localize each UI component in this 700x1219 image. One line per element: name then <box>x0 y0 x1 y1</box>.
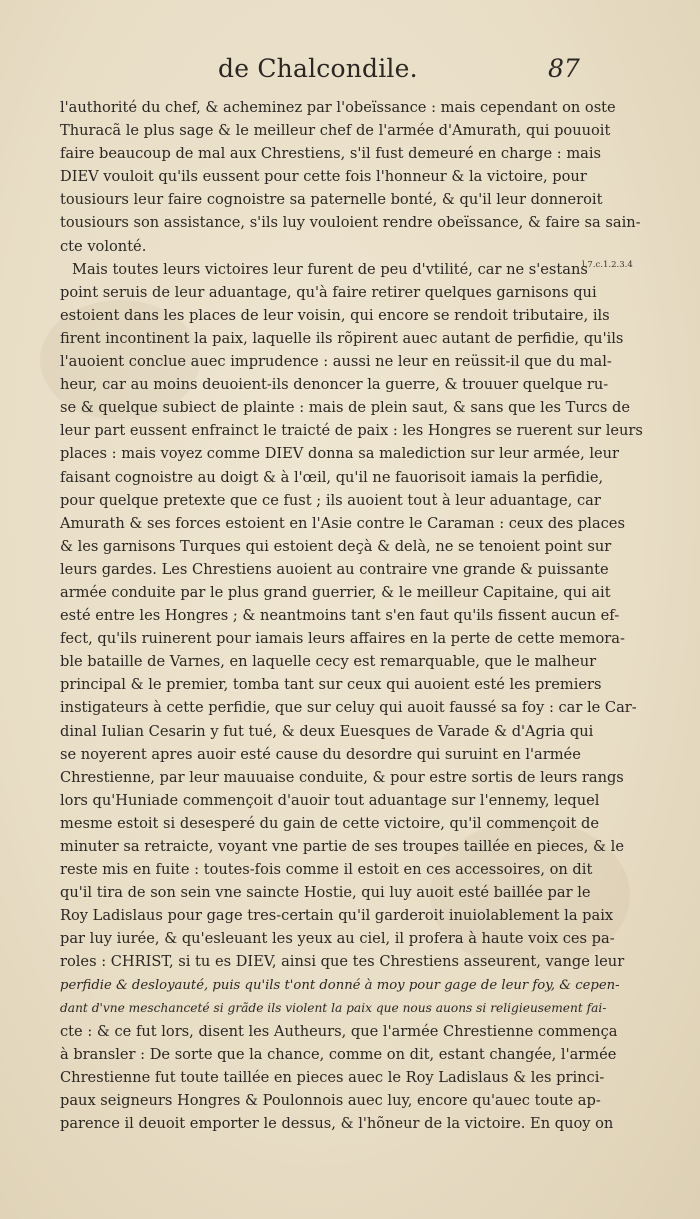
running-title: de Chalcondile. <box>218 54 418 83</box>
text-line: l'auoient conclue auec imprudence : aussi ne leur en reüssit-il que du mal- <box>60 353 612 371</box>
text-line: ble bataille de Varnes, en laquelle cecy est remarquable, que le malheur <box>60 653 597 671</box>
text-line: dinal Iulian Cesarin y fut tué, & deux Euesques de Varade & d'Agria qui <box>60 722 594 740</box>
text-line: leur part eussent enfrainct le traicté de paix : les Hongres se ruerent sur leurs <box>60 422 643 440</box>
text-line: se & quelque subiect de plainte : mais de plein saut, & sans que les Turcs de <box>60 399 630 417</box>
text-line: cte volonté. <box>60 237 147 255</box>
text-line: esté entre les Hongres ; & neantmoins tant s'en faut qu'ils fissent aucun ef- <box>60 607 620 625</box>
page-header <box>0 54 700 94</box>
page-number: 87 <box>548 54 580 83</box>
text-line: leurs gardes. Les Chrestiens auoient au contraire vne grande & puissante <box>60 560 609 578</box>
text-line: qu'il tira de son sein vne saincte Hostie, qui luy auoit esté baillée par le <box>60 884 591 902</box>
text-line: se noyerent apres auoir esté cause du desordre qui suruint en l'armée <box>60 745 581 763</box>
margin-note: l.7.c.1.2.3.4 <box>582 260 633 270</box>
text-line: point seruis de leur aduantage, qu'à faire retirer quelques garnisons qui <box>60 283 597 301</box>
text-line: roles : CHRIST, si tu es DIEV, ainsi que tes Chrestiens asseurent, vange leur <box>60 953 625 971</box>
text-line: l'authorité du chef, & acheminez par l'obeïssance : mais cependant on oste <box>60 99 616 116</box>
text-line: Roy Ladislaus pour gage tres-certain qu'il garderoit inuiolablement la paix <box>60 907 614 925</box>
italic-quote-line: dant d'vne meschanceté si grãde ils violent la paix que nous auons si religieusement fai- <box>60 1000 607 1015</box>
text-line: armée conduite par le plus grand guerrier, & le meilleur Capitaine, qui ait <box>60 583 611 601</box>
italic-quote-line: perfidie & desloyauté, puis qu'ils t'ont donné à moy pour gage de leur foy, & cepen- <box>60 977 620 993</box>
text-line: Amurath & ses forces estoient en l'Asie contre le Caraman : ceux des places <box>60 514 625 532</box>
text-line: reste mis en fuite : toutes-fois comme il estoit en ces accessoires, on dit <box>60 861 593 879</box>
text-line: mesme estoit si desesperé du gain de cette victoire, qu'il commençoit de <box>60 814 600 832</box>
text-line: lors qu'Huniade commençoit d'auoir tout aduantage sur l'ennemy, lequel <box>60 791 600 809</box>
text-line: minuter sa retraicte, voyant vne partie de ses troupes taillée en pieces, & le <box>60 838 624 855</box>
text-line: places : mais voyez comme DIEV donna sa malediction sur leur armée, leur <box>60 445 620 463</box>
text-line: principal & le premier, tomba tant sur ceux qui auoient esté les premiers <box>60 676 602 694</box>
text-line: faisant cognoistre au doigt & à l'œil, qu'il ne fauorisoit iamais la perfidie, <box>60 468 604 486</box>
text-line: heur, car au moins deuoient-ils denoncer la guerre, & trouuer quelque ru- <box>60 376 609 394</box>
text-line: instigateurs à cette perfidie, que sur celuy qui auoit faussé sa foy : car le Car- <box>60 699 637 717</box>
paragraph-start: Mais toutes leurs victoires leur furent de peu d'vtilité, car ne s'estans <box>72 260 588 278</box>
text-line: firent incontinent la paix, laquelle ils rõpirent auec autant de perfidie, qu'ils <box>60 329 624 347</box>
text-line: & les garnisons Turques qui estoient deçà & delà, ne se tenoient point sur <box>60 537 612 555</box>
text-line: cte : & ce fut lors, disent les Autheurs, que l'armée Chrestienne commença <box>60 1022 618 1040</box>
text-line: paux seigneurs Hongres & Poulonnois auec luy, encore qu'auec toute ap- <box>60 1092 601 1110</box>
text-line: à bransler : De sorte que la chance, comme on dit, estant changée, l'armée <box>60 1045 617 1063</box>
text-line: par luy iurée, & qu'esleuant les yeux au ciel, il profera à haute voix ces pa- <box>60 930 615 948</box>
text-line: estoient dans les places de leur voisin, qui encore se rendoit tributaire, ils <box>60 306 610 324</box>
text-line: DIEV vouloit qu'ils eussent pour cette fois l'honneur & la victoire, pour <box>60 168 587 186</box>
text-line: fect, qu'ils ruinerent pour iamais leurs affaires en la perte de cette memora- <box>60 630 625 648</box>
text-line: tousiours son assistance, s'ils luy vouloient rendre obeïssance, & faire sa sain- <box>60 214 641 232</box>
text-line: Thuracã le plus sage & le meilleur chef de l'armée d'Amurath, qui pouuoit <box>60 122 611 140</box>
text-line: faire beaucoup de mal aux Chrestiens, s'il fust demeuré en charge : mais <box>60 145 602 163</box>
text-line: Chrestienne, par leur mauuaise conduite, & pour estre sortis de leurs rangs <box>60 768 624 786</box>
text-line: tousiours leur faire cognoistre sa paternelle bonté, & qu'il leur donneroit <box>60 191 603 209</box>
text-line: pour quelque pretexte que ce fust ; ils auoient tout à leur aduantage, car <box>60 491 601 509</box>
text-line: parence il deuoit emporter le dessus, & l'hõneur de la victoire. En quoy on <box>60 1115 614 1133</box>
text-line: Chrestienne fut toute taillée en pieces auec le Roy Ladislaus & les princi- <box>60 1068 605 1086</box>
